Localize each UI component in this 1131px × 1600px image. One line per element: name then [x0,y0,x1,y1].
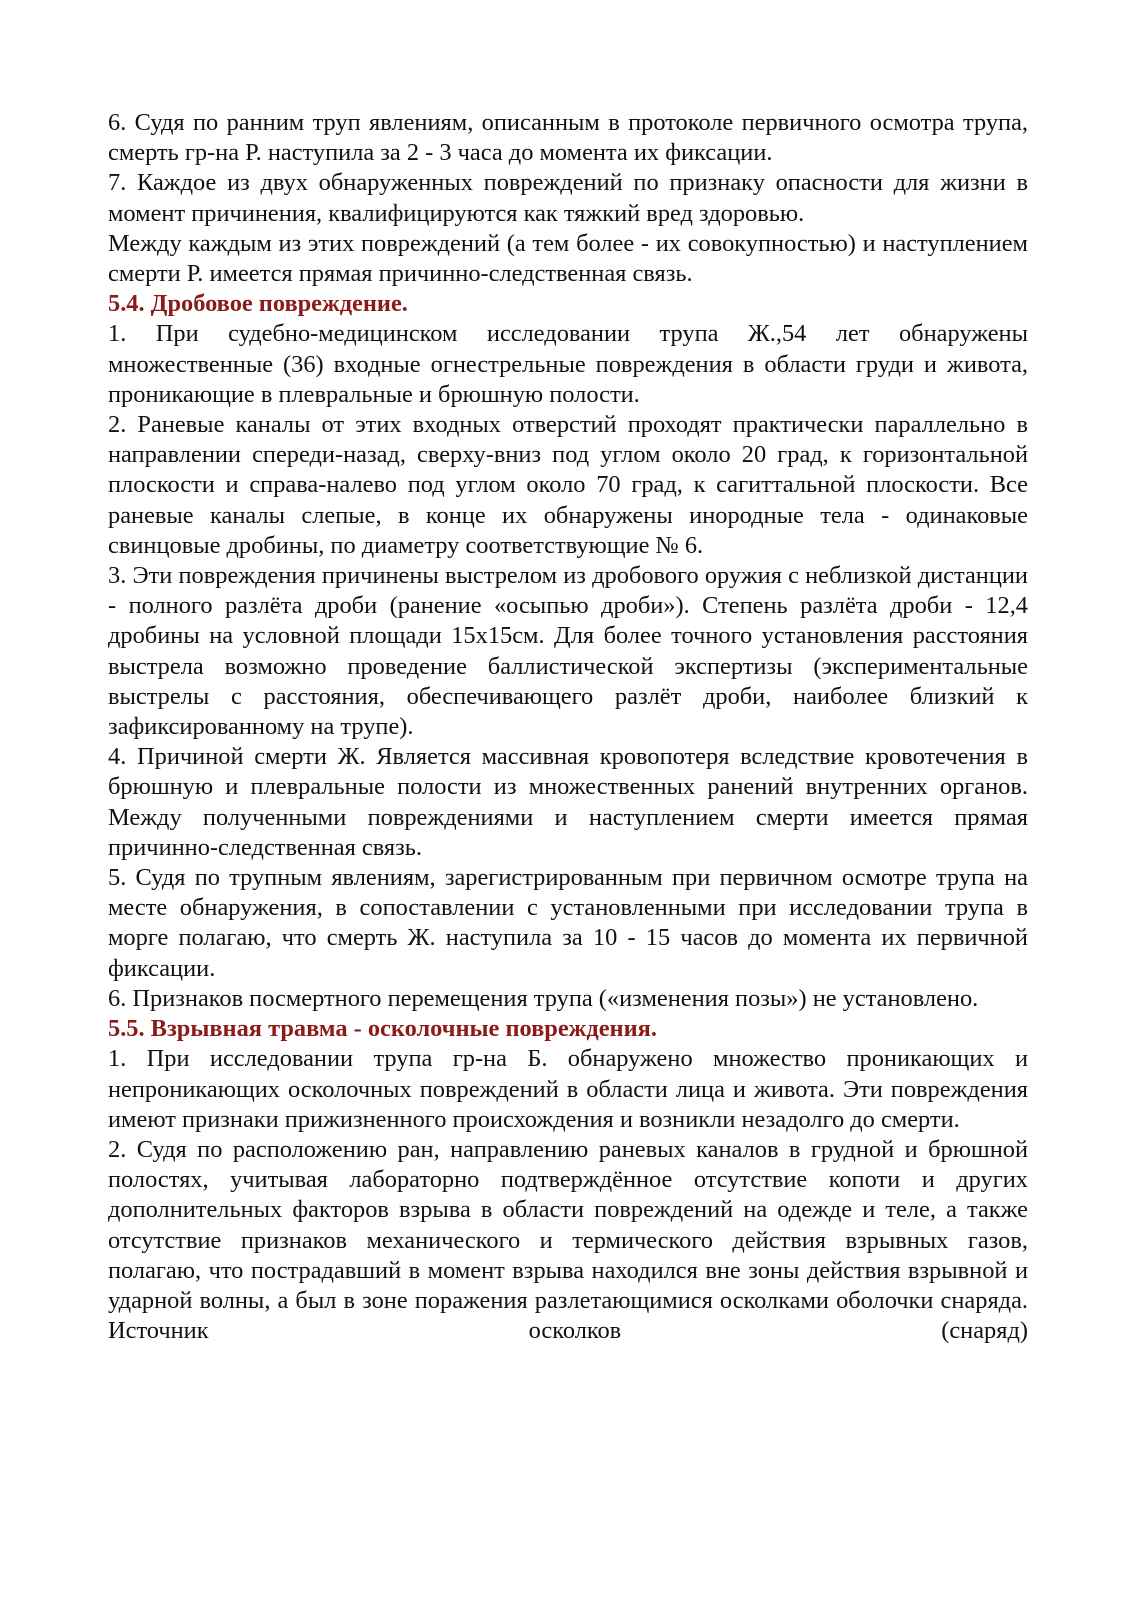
paragraph-blast-item-1: 1. При исследовании трупа гр-на Б. обнаружено множество проникающих и непроникающих осколочных повреждений в области лица и живота. Эти повреждения имеют признаки прижизненного происхождения и возникли незадолго до смерти. [108,1045,1028,1133]
paragraph-shot-item-6: 6. Признаков посмертного перемещения трупа («изменения позы») не установлено. [108,984,979,1012]
paragraph-blast-item-2: 2. Судя по расположению ран, направлению раневых каналов в грудной и брюшной полостях, учитывая лабораторно подтверждённое отсутствие копоти и других дополнительных факторов взрыва в области повреждений на одежде и теле, а также отсутствие признаков механического и термического действия взрывных газов, полагаю, что пострадавший в момент взрыва находился вне зоны действия взрывной и ударной волны, а был в зоне поражения разлетающимися осколками оболочки снаряда. Источник осколков (снаряд) [108,1135,1028,1345]
section-heading-5-5: 5.5. Взрывная травма - осколочные повреждения. [108,1015,657,1043]
paragraph-item-6-time-of-death: 6. Судя по ранним труп явлениям, описанным в протоколе первичного осмотра трупа, смерть гр-на Р. наступила за 2 - 3 часа до момента их фиксации. [108,109,1028,167]
paragraph-shot-item-1: 1. При судебно-медицинском исследовании трупа Ж.,54 лет обнаружены множественные (36) входные огнестрельные повреждения в области груди и живота, проникающие в плевральные и брюшную полости. [108,320,1028,408]
paragraph-shot-item-4: 4. Причиной смерти Ж. Является массивная кровопотеря вследствие кровотечения в брюшную и плевральные полости из множественных ранений внутренних органов. Между полученными повреждениями и наступлением смерти имеется прямая причинно-следственная связь. [108,743,1028,861]
paragraph-causal-link: Между каждым из этих повреждений (а тем более - их совокупностью) и наступлением смерти Р. имеется прямая причинно-следственная связь. [108,229,1028,288]
document-page [108,108,1028,1346]
paragraph-shot-item-3: 3. Эти повреждения причинены выстрелом из дробового оружия с неблизкой дистанции - полного разлёта дроби (ранение «осыпью дроби»). Степень разлёта дроби - 12,4 дробины на условной площади 15х15см. Для более точного установления расстояния выстрела возможно проведение баллистической экспертизы (экспериментальные выстрелы с расстояния, обеспечивающего разлёт дроби, наиболее близкий к зафиксированному на трупе). [108,562,1028,741]
paragraph-shot-item-2: 2. Раневые каналы от этих входных отверстий проходят практически параллельно в направлении спереди-назад, сверху-вниз под углом около 20 град, к горизонтальной плоскости и справа-налево под углом около 70 град, к сагиттальной плоскости. Все раневые каналы слепые, в конце их обнаружены инородные тела - одинаковые свинцовые дробины, по диаметру соответствующие № 6. [108,411,1028,559]
paragraph-item-7-severity: 7. Каждое из двух обнаруженных повреждений по признаку опасности для жизни в момент причинения, квалифицируются как тяжкий вред здоровью. [108,169,1028,227]
section-heading-5-4: 5.4. Дробовое повреждение. [108,290,408,318]
paragraph-shot-item-5: 5. Судя по трупным явлениям, зарегистрированным при первичном осмотре трупа на месте обнаружения, в сопоставлении с установленными при исследовании трупа в морге полагаю, что смерть Ж. наступила за 10 - 15 часов до момента их первичной фиксации. [108,864,1028,982]
